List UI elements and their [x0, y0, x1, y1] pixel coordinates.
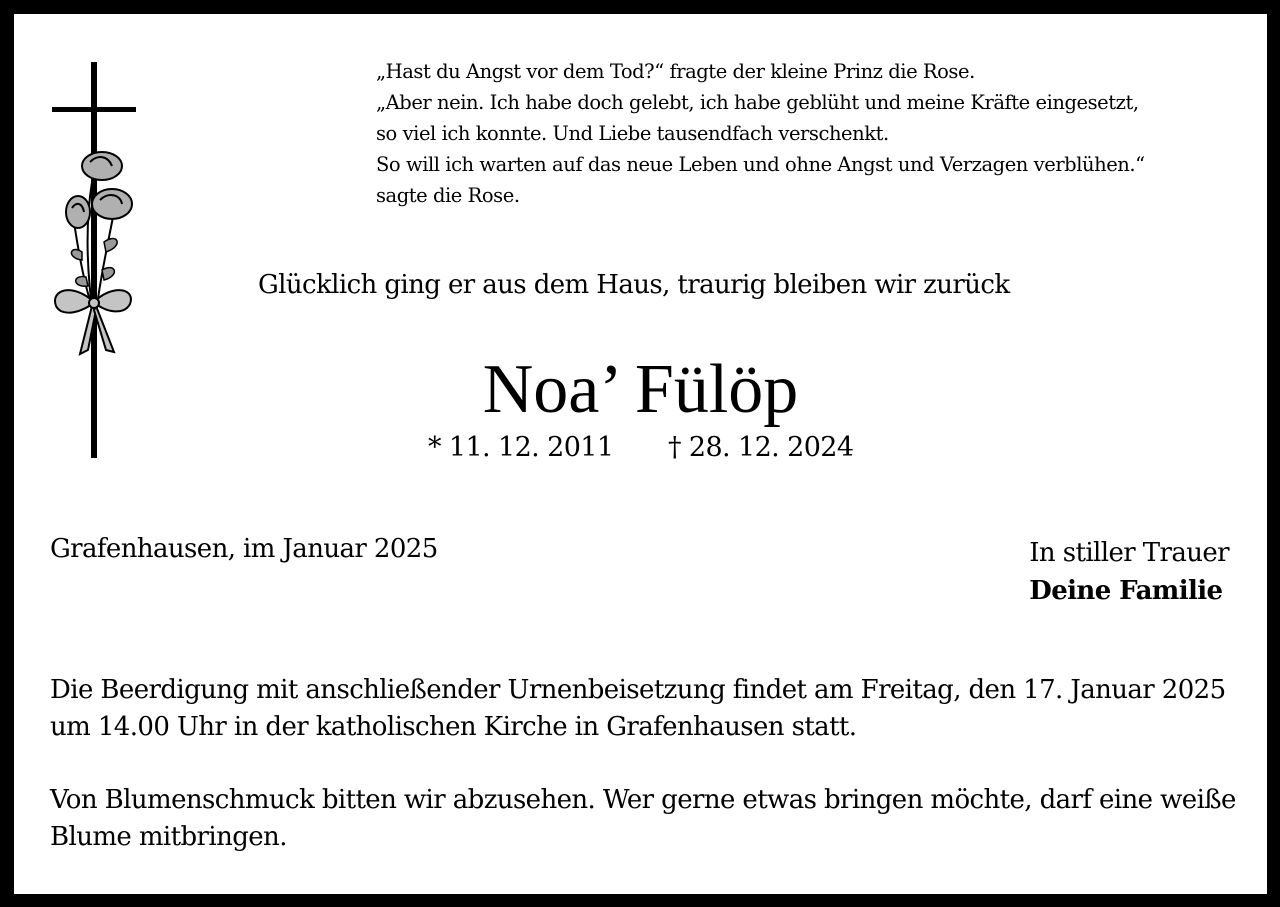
quote-line: „Aber nein. Ich habe doch gelebt, ich habe geblüht und meine Kräfte eingesetzt, — [376, 91, 1139, 114]
motto: Glücklich ging er aus dem Haus, traurig bleiben wir zurück — [258, 270, 1010, 300]
deceased-name: Noa’ Fülöp — [482, 351, 799, 428]
quote-line: so viel ich konnte. Und Liebe tausendfach verschenkt. — [376, 122, 889, 145]
birth-date: * 11. 12. 2011 — [428, 432, 614, 463]
obituary-notice — [14, 14, 1267, 894]
quote-line: „Hast du Angst vor dem Tod?“ fragte der kleine Prinz die Rose. — [376, 60, 975, 83]
mourners-signature — [1029, 534, 1229, 610]
rose-quote — [376, 56, 1256, 211]
family-signature: Deine Familie — [1029, 576, 1223, 606]
death-date: † 28. 12. 2024 — [668, 432, 854, 463]
quote-line: sagte die Rose. — [376, 184, 520, 207]
quote-line: So will ich warten auf das neue Leben und ohne Angst und Verzagen verblühen.“ — [376, 153, 1145, 176]
funeral-notice: Die Beerdigung mit anschließender Urnenbeisetzung findet am Freitag, den 17. Januar 2025 um 14.00 Uhr in der katholischen Kirche in Grafenhausen statt. — [50, 675, 1226, 742]
flowers-notice: Von Blumenschmuck bitten wir abzusehen. Wer gerne etwas bringen möchte, darf eine weiße Blume mitbringen. — [50, 785, 1236, 852]
mourning-phrase: In stiller Trauer — [1029, 538, 1229, 568]
place-and-date: Grafenhausen, im Januar 2025 — [50, 534, 438, 564]
